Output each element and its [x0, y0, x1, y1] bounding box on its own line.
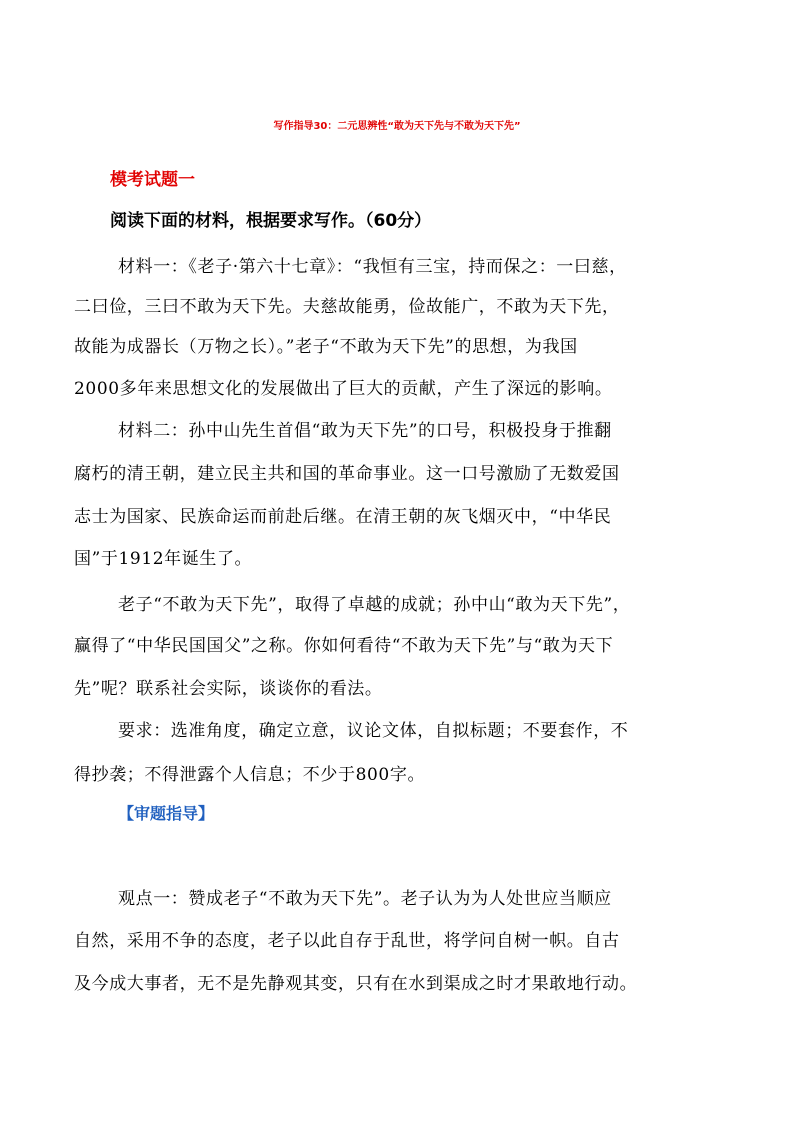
requirement-line: 得抄袭；不得泄露个人信息；不少于800字。: [74, 765, 426, 785]
section-label: 模考试题一: [110, 170, 195, 190]
material-line: 老子“不敢为天下先”，取得了卓越的成就；孙中山“敢为天下先”，: [118, 595, 631, 615]
viewpoint-line: 及今成大事者，无不是先静观其变，只有在水到渠成之时才果敢地行动。: [74, 974, 638, 994]
material-line: 腐朽的清王朝，建立民主共和国的革命事业。这一口号激励了无数爱国: [74, 464, 620, 484]
material-line: 赢得了“中华民国国父”之称。你如何看待“不敢为天下先”与“敢为天下: [74, 636, 614, 656]
guide-label: 【审题指导】: [118, 804, 215, 823]
material-line: 二曰俭，三曰不敢为天下先。夫慈故能勇，俭故能广，不敢为天下先，: [74, 297, 620, 317]
viewpoint-line: 自然，采用不争的态度，老子以此自存于乱世，将学问自树一帜。自古: [74, 931, 620, 951]
material-line: 材料一：《老子·第六十七章》：“我恒有三宝，持而保之：一曰慈，: [118, 257, 627, 277]
material-line: 先”呢？联系社会实际，谈谈你的看法。: [74, 679, 383, 699]
material-line: 志士为国家、民族命运而前赴后继。在清王朝的灰飞烟灭中，“中华民: [74, 507, 612, 527]
viewpoint-line: 观点一：赞成老子“不敢为天下先”。老子认为为人处世应当顺应: [118, 889, 612, 909]
doc-title: 写作指导30：二元思辨性“敢为天下先与不敢为天下先”: [273, 121, 521, 132]
material-line: 故能为成器长（万物之长）。”老子“不敢为天下先”的思想，为我国: [74, 337, 578, 357]
material-line: 国”于1912年诞生了。: [74, 549, 253, 569]
material-line: 材料二：孙中山先生首倡“敢为天下先”的口号，积极投身于推翻: [118, 421, 612, 441]
instruction: 阅读下面的材料，根据要求写作。（60分）: [110, 211, 432, 231]
requirement-line: 要求：选准角度，确定立意，议论文体，自拟标题；不要套作，不: [118, 721, 629, 741]
material-line: 2000多年来思想文化的发展做出了巨大的贡献，产生了深远的影响。: [74, 379, 613, 399]
